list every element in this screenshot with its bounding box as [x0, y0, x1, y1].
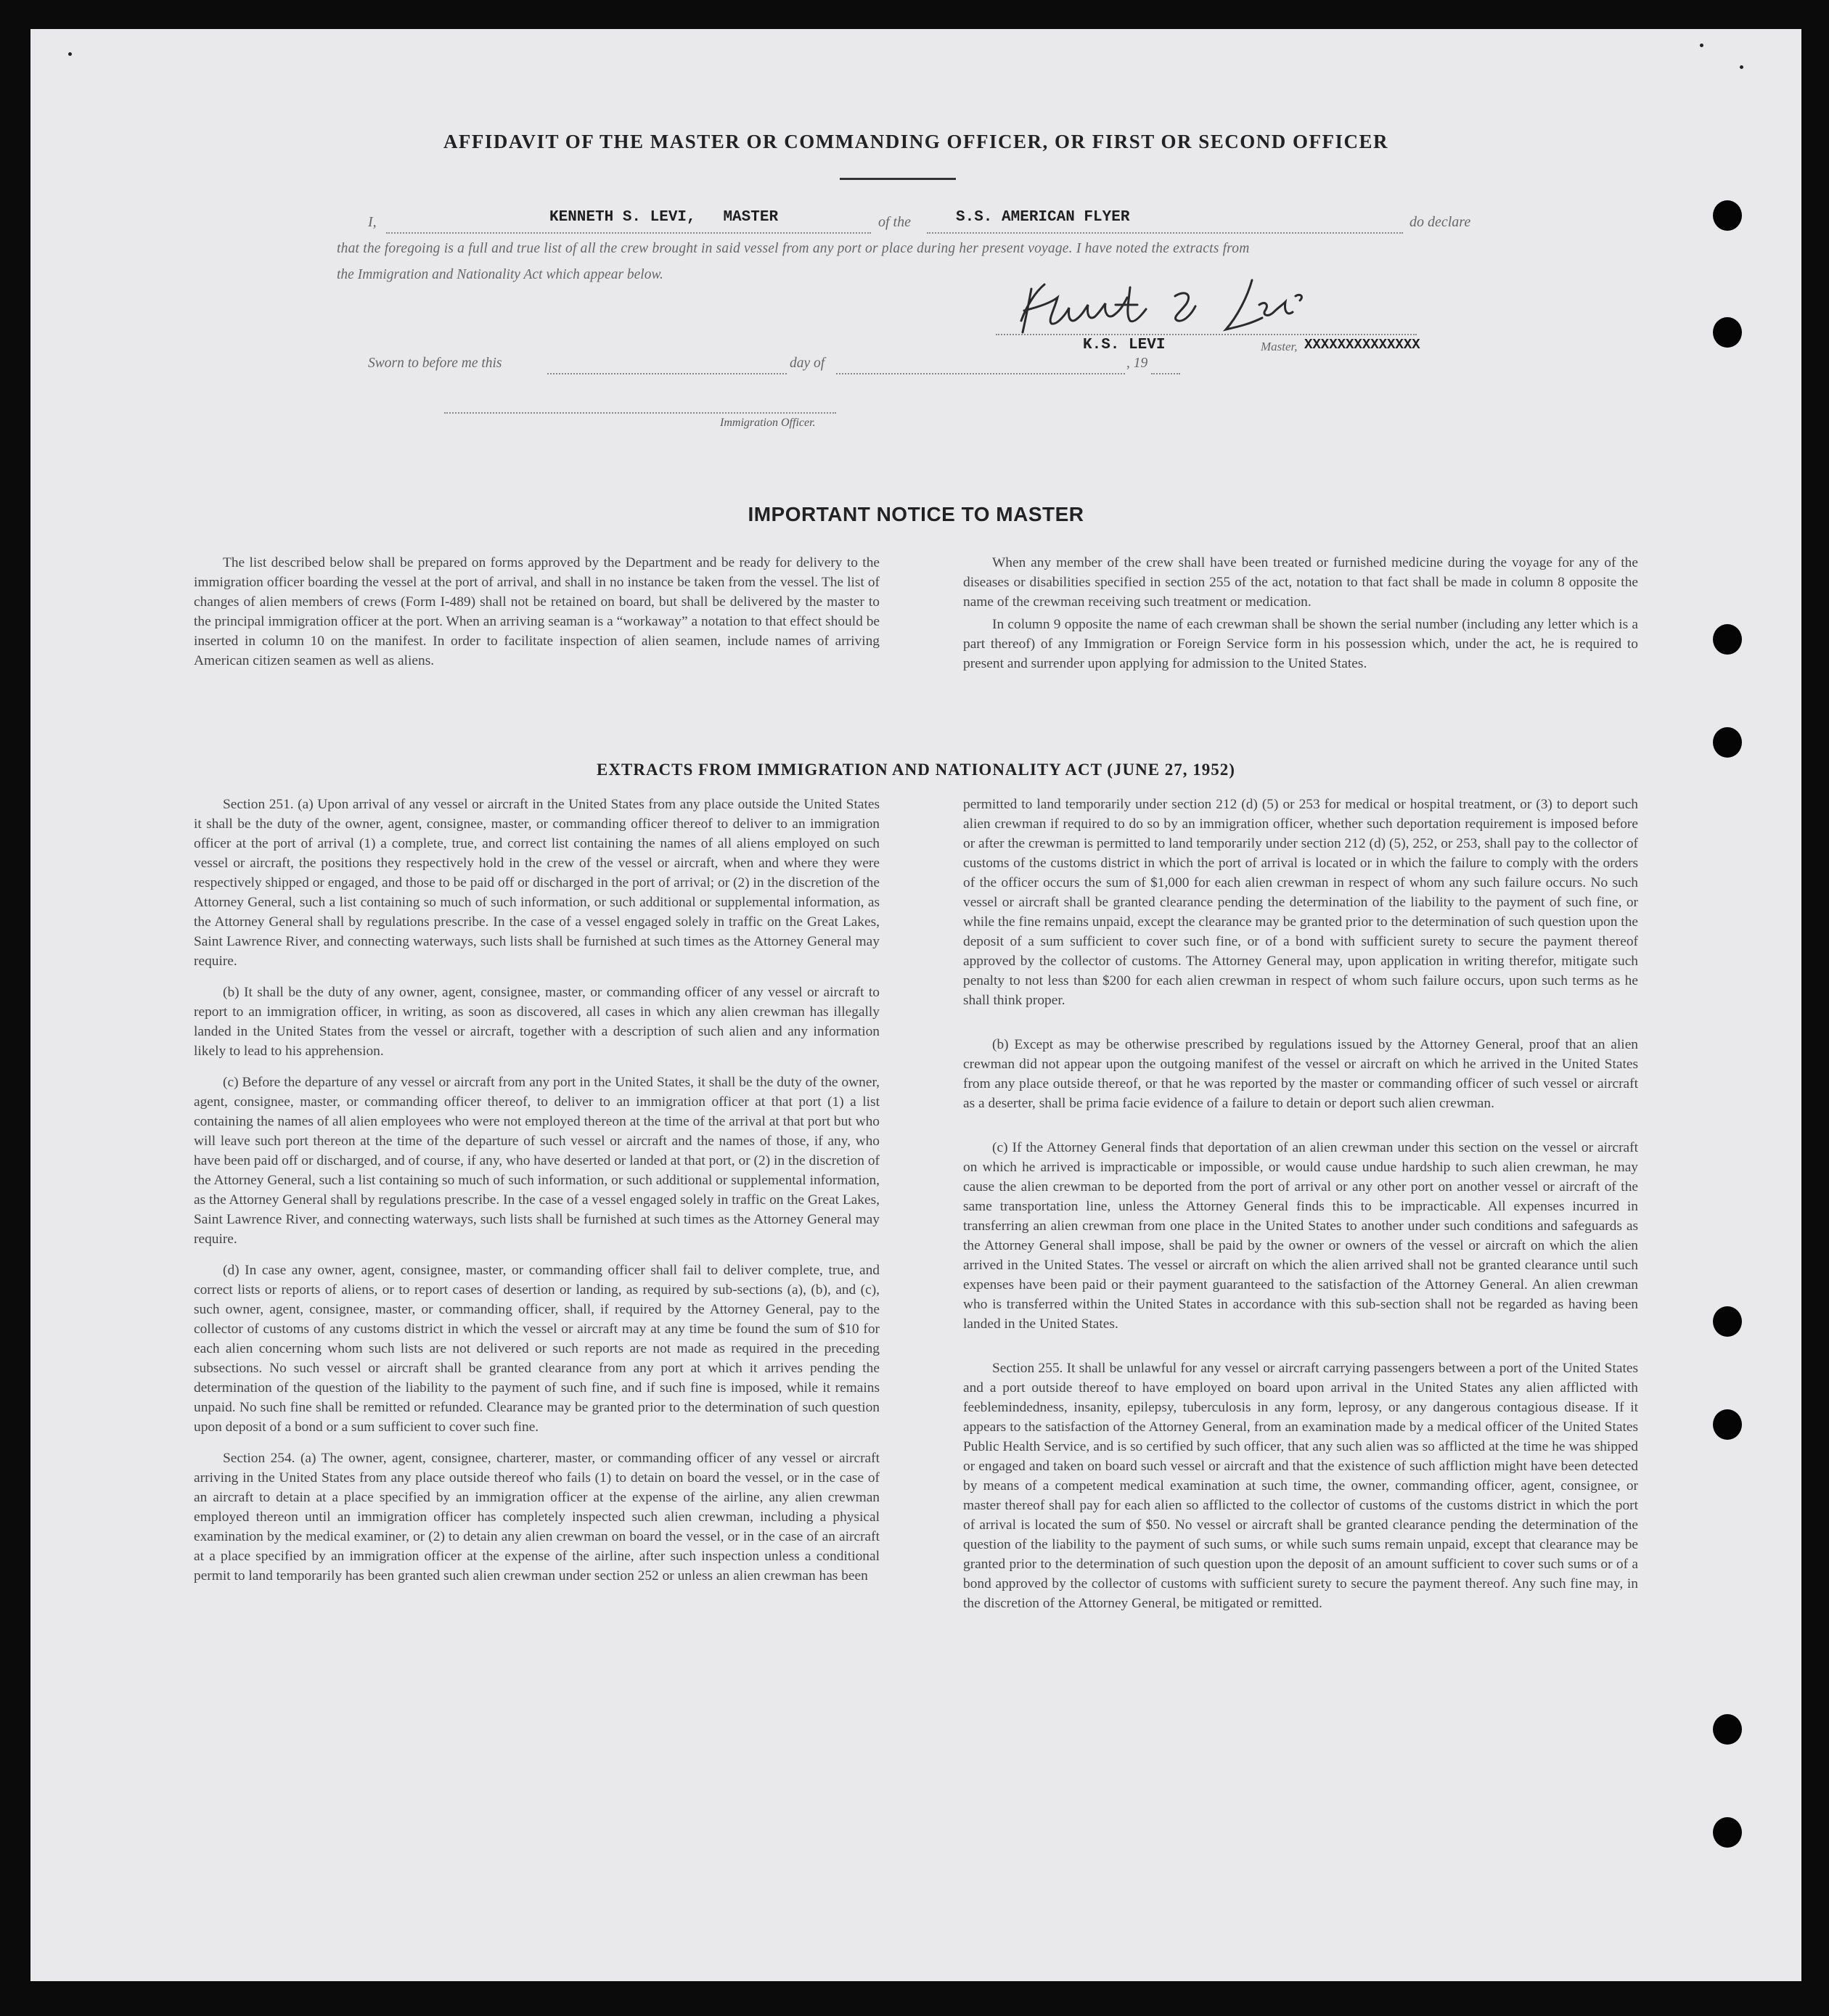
i-label: I,: [368, 214, 377, 230]
signed-typed-name: K.S. LEVI: [1083, 337, 1166, 353]
vessel-dotted-line: [927, 232, 1403, 234]
punch-hole: [1713, 1817, 1742, 1848]
notice-left-column: [194, 553, 880, 682]
punch-hole: [1713, 1306, 1742, 1337]
act-left-column: [194, 795, 880, 1597]
master-name-typed: KENNETH S. LEVI, MASTER: [549, 209, 779, 226]
year-label: , 19: [1126, 356, 1148, 371]
affidavit-title: AFFIDAVIT OF THE MASTER OR COMMANDING OFFICER, OR FIRST OR SECOND OFFICER: [443, 131, 1389, 152]
act-paragraph: (c) If the Attorney General finds that deportation of an alien crewman under this section on the vessel or aircraft on which he arrived is impracticable or impossible, or would cause undue hardship to such alien crewman, he may cause the alien crewman to be deported from the port of arrival or any other port on another vessel or aircraft of the same transportation line, unless the Attorney General finds this to be impracticable. All expenses incurred in transferring an alien crewman from one place in the United States to another under such conditions and safeguards as the Attorney General shall impose, shall be paid by the owner or owners of the vessel or aircraft on which the alien arrived in the United States. The vessel or aircraft on which the alien arrived shall not be granted clearance until such expenses have been paid or their payment guaranteed to the satisfaction of the Attorney General. An alien crewman who is transferred within the United States in accordance with this sub-section shall not be regarded as having been landed in the United States.: [963, 1140, 1638, 1332]
immigration-officer-label: Immigration Officer.: [720, 417, 816, 429]
punch-hole: [1713, 727, 1742, 758]
notice-right-column: [963, 553, 1638, 685]
vessel-name-typed: S.S. AMERICAN FLYER: [956, 209, 1130, 226]
act-paragraph: (b) It shall be the duty of any owner, agent, consignee, master, or commanding officer of any vessel or aircraft to report to an immigration officer, in writing, as soon as discovered, all cases in which any alien crewman has illegally landed in the United States from the vessel or aircraft, together with a description of such alien and any information likely to lead to his apprehension.: [194, 985, 880, 1059]
punch-hole: [1713, 317, 1742, 348]
act-right-column: [963, 795, 1638, 1625]
notice-title: IMPORTANT NOTICE TO MASTER: [748, 503, 1084, 525]
act-paragraph: (c) Before the departure of any vessel or aircraft from any port in the United States, it shall be the duty of the owner, agent, consignee, master, or commanding officer thereof, to deliver to an immigration officer at that port (1) a list containing the names of all alien employees who were not employed thereon at the time of the arrival at that port but who will leave such port thereon at the time of the departure of such vessel or aircraft and the names of those, if any, who have been paid off or discharged, and of course, if any, who have deserted or landed at that port, or (2) in the discretion of the Attorney General, such a list containing so much of such information, or such additional or supplemental information, as the Attorney General shall by regulations prescribe. In the case of a vessel engaged solely in traffic on the Great Lakes, Saint Lawrence River, and connecting waterways, such lists shall be furnished at such times as the Attorney General may require.: [194, 1075, 880, 1247]
notice-paragraph: The list described below shall be prepared on forms approved by the Department and be ready for delivery to the immigration officer boarding the vessel at the port of arrival, and shall in no instance be taken from the vessel. The list of changes of alien members of crews (Form I-489) shall not be retained on board, but shall be delivered by the master to the principal immigration officer at the port. When an arriving seaman is a “workaway” a notation to that effect should be inserted in column 10 on the manifest. In order to facilitate inspection of alien seamen, include names of arriving American citizen seamen as well as aliens.: [194, 555, 880, 668]
declaration-line-2: that the foregoing is a full and true list of all the crew brought in said vessel from any port or place during her present voyage. I have noted the extracts from: [337, 241, 1250, 256]
sworn-day-dotted-line: [547, 373, 787, 374]
notice-paragraph: When any member of the crew shall have been treated or furnished medicine during the voyage for any of the diseases or disabilities specified in section 255 of the act, notation to that fact shall be made in column 8 opposite the name of the crewman receiving such treatment or medication.: [963, 555, 1638, 610]
master-title-struck: XXXXXXXXXXXXXX: [1304, 337, 1420, 353]
signature-image: [1007, 276, 1348, 348]
sworn-year-dotted-line: [1151, 373, 1180, 374]
scan-speck: [68, 52, 72, 56]
day-of-label: day of: [790, 356, 825, 371]
signature-dotted-line: [996, 334, 1417, 335]
act-paragraph: permitted to land temporarily under section 212 (d) (5) or 253 for medical or hospital treatment, or (3) to deport such alien crewman if required to do so by an immigration officer, whether such deportation requirement is imposed before or after the crewman is permitted to land temporarily under section 212 (d) (5), 252, or 253, shall pay to the collector of customs of the customs district in which the port of arrival is located or in which the failure to comply with the orders of the officer occurs the sum of $1,000 for each alien crewman in respect of whom any such failure occurs. No such vessel or aircraft shall be granted clearance pending the determination of the liability to the payment of such fine, or while the fine remains unpaid, except the clearance may be granted prior to the determination of such question upon the deposit of a sum sufficient to cover such fine, or of a bond with sufficient surety to secure the payment thereof approved by the collector of customs. The Attorney General may, upon application in writing therefor, mitigate such penalty to not less than $200 for each alien crewman in respect of whom such failure occurs, upon such terms as he shall think proper.: [963, 797, 1638, 1008]
of-the-label: of the: [878, 214, 911, 230]
punch-hole: [1713, 200, 1742, 231]
act-paragraph: Section 254. (a) The owner, agent, consignee, charterer, master, or commanding officer of any vessel or aircraft arriving in the United States from any place outside thereof who fails (1) to detain on board the vessel, or in the case of an aircraft to detain at a place specified by an immigration officer at the expense of the airline, any alien crewman employed thereon until an immigration officer has completely inspected such alien crewman, including a physical examination by the medical examiner, or (2) to detain any alien crewman on board the vessel, or in the case of an aircraft at a place specified by an immigration officer at the expense of the airline, after such inspection unless a conditional permit to land temporarily has been granted such alien crewman under section 252 or unless an alien crewman has been: [194, 1451, 880, 1583]
name-dotted-line: [386, 232, 871, 234]
sworn-label: Sworn to before me this: [368, 356, 502, 371]
notice-paragraph: In column 9 opposite the name of each crewman shall be shown the serial number (including any letter which is a part thereof) of any Immigration or Foreign Service form in his possession which, under the act, he is required to present and surrender upon applying for admission to the United States.: [963, 617, 1638, 671]
extracts-title: EXTRACTS FROM IMMIGRATION AND NATIONALITY ACT (JUNE 27, 1952): [597, 761, 1235, 779]
declaration-line-3: the Immigration and Nationality Act which appear below.: [337, 267, 663, 282]
act-paragraph: (b) Except as may be otherwise prescribed by regulations issued by the Attorney General, proof that an alien crewman did not appear upon the outgoing manifest of the vessel or aircraft on which he arrived in the United States from any place outside thereof, or that he was reported by the master or commanding officer of such vessel or aircraft as a deserter, shall be prima facie evidence of a failure to detain or deport such alien crewman.: [963, 1037, 1638, 1111]
master-label: Master,: [1261, 340, 1298, 353]
document-page: [30, 29, 1801, 1981]
act-paragraph: Section 255. It shall be unlawful for any vessel or aircraft carrying passengers between a port of the United States and a port outside thereof to have employed on board upon arrival in the United States any alien afflicted with feeblemindedness, insanity, epilepsy, tuberculosis in any form, leprosy, or any dangerous contagious disease. If it appears to the satisfaction of the Attorney General, from an examination made by a medical officer of the United States Public Health Service, and is so certified by such officer, that any such alien was so afflicted at the time he was shipped or engaged and taken on board such vessel or aircraft and that the existence of such affliction might have been detected by means of a competent medical examination at such time, the owner, commanding officer, agent, consignee, or master thereof shall pay for each alien so afflicted to the collector of customs of the customs district in which the port of arrival is located the sum of $50. No vessel or aircraft shall be granted clearance pending the determination of the question of the liability to the payment of such sums, or while such sums remain unpaid, except that clearance may be granted prior to the determination of such question upon the deposit of an amount sufficient to cover such sums or of a bond approved by the collector of customs with sufficient surety to secure the payment thereof. Any such fine may, in the discretion of the Attorney General, be mitigated or remitted.: [963, 1361, 1638, 1611]
title-rule: [840, 178, 956, 180]
scan-speck: [1740, 65, 1743, 69]
punch-hole: [1713, 1409, 1742, 1440]
officer-dotted-line: [444, 412, 836, 414]
sworn-month-dotted-line: [836, 373, 1125, 374]
act-paragraph: Section 251. (a) Upon arrival of any vessel or aircraft in the United States from any place outside the United States it shall be the duty of the owner, agent, consignee, master, or commanding officer thereof to deliver to an immigration officer at the port of arrival (1) a complete, true, and correct list containing the names of all aliens employed on such vessel or aircraft, the positions they respectively hold in the crew of the vessel or aircraft, when and where they were respectively shipped or engaged, and those to be paid off or discharged in the port of arrival; or (2) in the discretion of the Attorney General, such a list containing so much of such information, or such additional or supplemental information, as the Attorney General shall by regulations prescribe. In the case of a vessel engaged solely in traffic on the Great Lakes, Saint Lawrence River, and connecting waterways, such lists shall be furnished at such times as the Attorney General may require.: [194, 797, 880, 969]
declare-label: do declare: [1409, 214, 1471, 230]
punch-hole: [1713, 1714, 1742, 1745]
punch-hole: [1713, 624, 1742, 655]
act-paragraph: (d) In case any owner, agent, consignee, master, or commanding officer shall fail to deliver complete, true, and correct lists or reports of aliens, or to report cases of desertion or landing, as required by sub-sections (a), (b), and (c), such owner, agent, consignee, master, or commanding officer, shall, if required by the Attorney General, pay to the collector of customs of any customs district in which the vessel or aircraft may at any time be found the sum of $10 for each alien concerning whom such lists are not delivered or such reports are not made as required in the preceding subsections. No such vessel or aircraft shall be granted clearance from any port at which it arrives pending the determination of the question of the liability to the payment of such fine, and if such fine is imposed, while it remains unpaid. No such fine shall be remitted or refunded. Clearance may be granted prior to the determination of such question upon deposit of a bond or a sum sufficient to cover such fine.: [194, 1263, 880, 1435]
scan-speck: [1700, 44, 1703, 47]
